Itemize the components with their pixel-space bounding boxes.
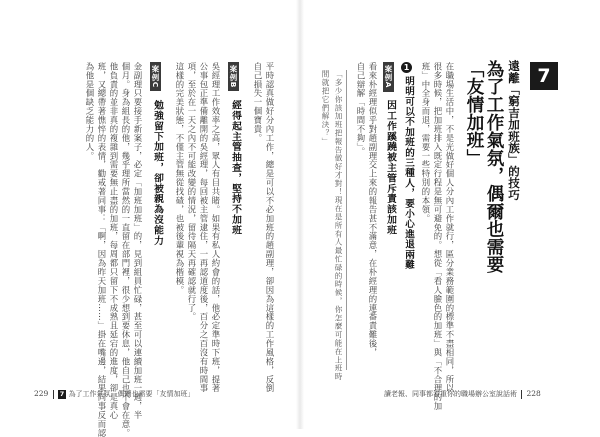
chapter-number: 7 [537, 65, 551, 87]
intro-line: 班」中全身而退，需要一些特別的本領。 [421, 62, 431, 223]
quote-line: 間就把它們解決？」 [321, 70, 330, 146]
case-c-line: 為他是個缺乏能力的人。 [85, 62, 95, 161]
case-b-line: 吳經理工作效率之高，眾人有目共睹。如果有私人約會的話，他必定準時下班，提著 [211, 62, 221, 393]
left-page-number: 229 [34, 389, 49, 398]
section-bullet-icon: 1 [401, 62, 412, 73]
section-subhead: 明明可以不加班的三種人，要小心進退兩難 [403, 76, 414, 270]
continued-line: 自己損失一個寶貴。 [253, 62, 263, 143]
chapter-number-block [530, 62, 558, 90]
footer-divider [53, 390, 54, 399]
case-c-line: 金副理只要接手新案子，必定「加班加班」的，見到組員忙碌，甚至可以連續加班一週，半 [133, 62, 143, 420]
case-a-tag: 案例A [383, 62, 394, 92]
right-page-footer [384, 389, 541, 399]
case-a-title: 因工作蹊蹺被主管斥責該加班 [385, 100, 396, 236]
book-gutter [296, 0, 304, 429]
right-page-number: 228 [526, 389, 541, 398]
case-c-title: 勉強留下加班，卻被親為沒能力 [152, 100, 163, 246]
quote-rule [346, 70, 347, 370]
case-a-line: 看來朴經理似乎對趙副理交上來的報告甚不滿意，在朴經理的連番責難後， [368, 62, 378, 358]
continued-line: 平時認真做好分內工作，總是可以不必加班的趙副理，卻因為這樣的工作風格，反倒 [265, 62, 275, 393]
quote-line: 「多少你該加班把報告做好才對！現在是所有人最忙碌的時候，你怎麼可能在上班時 [334, 70, 343, 381]
case-c-line: 班，又總帶著憔悴的表情，勸戒著同事：「啊，因為昨天加班……」掛在嘴邊，結果同事反而認 [97, 62, 107, 437]
footer-divider [521, 390, 522, 399]
intro-line: 在職場生活中，不是光做好個人分內工作就行，區分業務範圍的標準不盡相同，所以 [445, 62, 455, 393]
chapter-title-line2: 「友情加班」 [464, 60, 484, 167]
case-b-line: 項，至於在一天之內不可能改變的情況，留待隔天再確認就行了。 [187, 62, 197, 322]
case-c-tag: 案例C [150, 62, 161, 91]
case-c-line: 個月。身為組長的他，幾乎理所當然的一直留在部門裡，很少想到要休息，他自己也不會在意。 [121, 62, 131, 437]
right-running-title: 讀老報、同事都看重你的職場辦公室說話術 [384, 390, 517, 398]
case-b-line: 這樣的完美狀態，不僅主管無從找碴，也被後輩視為楷模。 [175, 62, 185, 295]
chapter-title-line1: 為了工作氣氛，偶爾也需要 [484, 60, 504, 274]
left-running-title: 為了工作氣氛，偶爾也需要「友情加班」 [68, 390, 195, 398]
case-a-line: 自己辯解「時間不夠」。 [356, 62, 366, 157]
intro-line: 很多時候，把加班排入既定行程是無可避免的。想從「看人臉色的加班」與「不合理的加 [433, 62, 443, 411]
case-b-title: 經得起主管抽查，堅持不加班 [230, 100, 241, 236]
footer-chapter-chip: 7 [59, 389, 65, 398]
left-page-footer [34, 389, 195, 399]
case-b-tag: 案例B [228, 62, 239, 91]
case-b-line: 公事包正準備離開的吳經理，每回被主管逮住，一再認道度後，百分之百沒有時間事 [199, 62, 209, 393]
chapter-title-small: 遠離「窮吉加班族」的技巧 [507, 60, 521, 201]
case-c-line: 他負責的並非真的複雜到需要無止盡的加班，每周都只留下不成熟且延宕的進度，卻是真心 [109, 62, 119, 420]
